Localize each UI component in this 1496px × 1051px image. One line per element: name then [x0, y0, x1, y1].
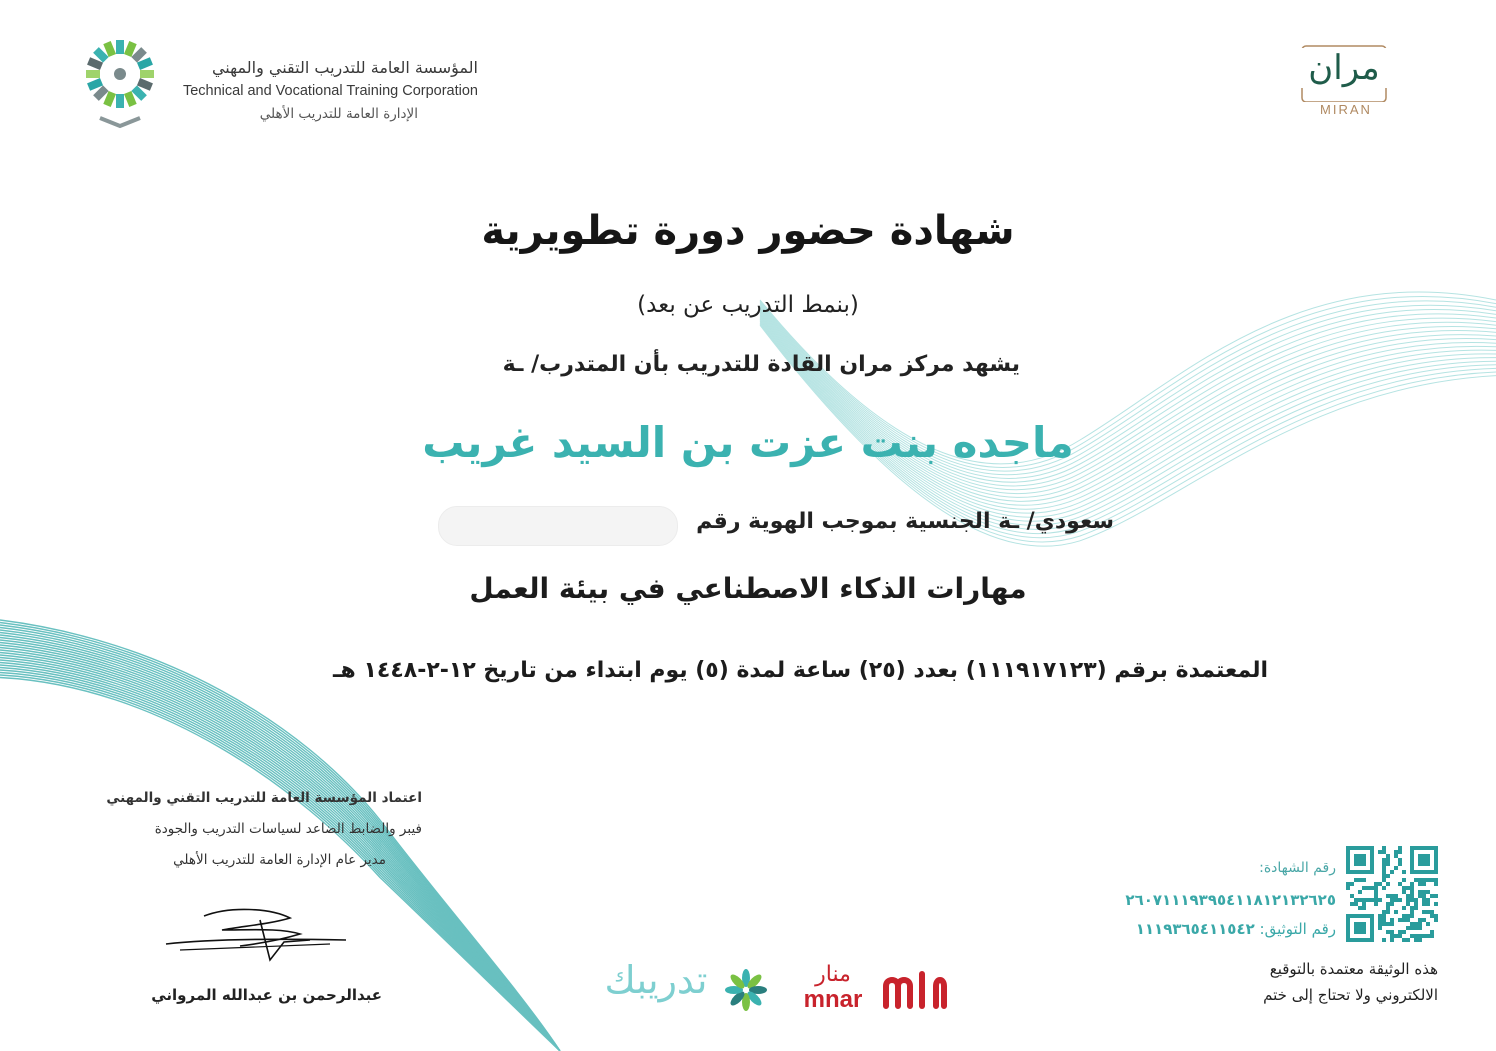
mnar-logo-arabic: منار [815, 962, 851, 987]
mnar-logo-english: mnar [803, 986, 863, 1013]
trainee-name: ماجده بنت عزت بن السيد غريب [422, 418, 1074, 467]
verification-number-row [1080, 920, 1336, 938]
handwritten-signature [160, 900, 360, 972]
qr-code[interactable] [1346, 846, 1438, 942]
certificate-title: شهادة حضور دورة تطويرية [481, 208, 1015, 254]
esign-note-line-2: الالكتروني ولا تحتاج إلى ختم [1263, 986, 1438, 1004]
approval-line-1: اعتماد المؤسسة العامة للتدريب التقني والمهني [106, 790, 422, 806]
approval-line-3: مدير عام الإدارة العامة للتدريب الأهلي [173, 852, 386, 868]
verification-number-label: رقم التوثيق: [1259, 920, 1336, 938]
certificate-number-label: رقم الشهادة: [1259, 860, 1336, 876]
certificate-number: ٢٦٠٧١١١٩٣٩٥٤١١٨١٢١٣٢٦٢٥ [1125, 891, 1336, 909]
tvtc-logo [78, 22, 162, 130]
esign-note-line-1: هذه الوثيقة معتمدة بالتوقيع [1269, 960, 1438, 978]
mnar-icon [878, 966, 950, 1012]
verification-number: ١١١٩٣٦٥٤١١٥٤٢ [1135, 920, 1255, 938]
nationality-statement: سعودي/ ـة الجنسية بموجب الهوية رقم [696, 509, 1114, 534]
course-name: مهارات الذكاء الاصطناعي في بيئة العمل [469, 572, 1027, 605]
tvtc-department: الإدارة العامة للتدريب الأهلي [259, 106, 418, 122]
tadreebk-logo-text: تدريبك [604, 958, 708, 1002]
tadreebk-star-icon [722, 966, 770, 1014]
miran-logo-english: MIRAN [1300, 102, 1392, 117]
signer-name: عبدالرحمن بن عبدالله المرواني [151, 986, 382, 1004]
tvtc-english-name: Technical and Vocational Training Corporation [182, 83, 478, 99]
accreditation-statement: المعتمدة برقم (١١١٩١٧١٢٣) بعدد (٢٥) ساعة لمدة (٥) يوم ابتداء من تاريخ ١٢-٢-١٤٤٨ هـ [333, 658, 1268, 683]
id-number-redacted [438, 506, 678, 546]
tvtc-arabic-name: المؤسسة العامة للتدريب التقني والمهني [211, 58, 478, 77]
certifies-statement: يشهد مركز مران القادة للتدريب بأن المتدرب/ ـة [502, 352, 1020, 377]
approval-line-2: فيبر والضابط الضاعد لسياسات التدريب والجودة [154, 821, 422, 837]
certificate-subtitle: (بنمط التدريب عن بعد) [637, 292, 859, 318]
miran-logo-arabic: مران [1290, 48, 1398, 88]
